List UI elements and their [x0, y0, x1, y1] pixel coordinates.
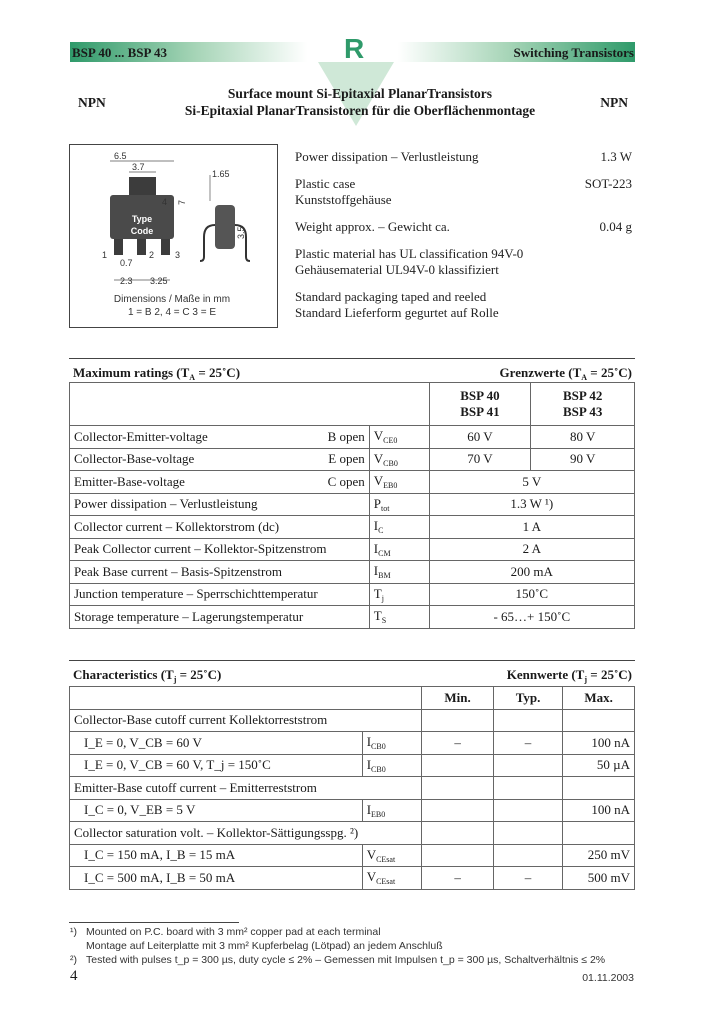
pin-1-shape — [114, 239, 123, 255]
char-max: 100 nA — [563, 732, 635, 755]
char-typ — [493, 754, 562, 777]
param-wrap — [74, 609, 365, 625]
symbol-subscript: CE0 — [383, 436, 398, 446]
dim-6-5: 6.5 — [114, 151, 127, 161]
ratings-param — [70, 516, 370, 539]
empty-cell — [493, 709, 562, 732]
section-divider-ratings — [69, 358, 635, 359]
header-category: Switching Transistors — [513, 45, 634, 60]
char-typ: – — [493, 867, 562, 890]
symbol-cell — [362, 844, 422, 867]
char-row — [70, 867, 635, 890]
header-part-range: BSP 40 ... BSP 43 — [72, 45, 167, 60]
empty-cell — [422, 777, 493, 800]
spec-case-label-de: Kunststoffgehäuse — [295, 192, 392, 207]
param-wrap — [74, 519, 365, 535]
symbol-cell — [369, 493, 429, 516]
spec-packaging-label: Standard packaging taped and reeled — [295, 289, 487, 304]
param-wrap — [74, 474, 365, 490]
drawing-caption-dimensions: Dimensions / Maße in mm — [113, 294, 231, 305]
symbol-subscript: CM — [378, 548, 391, 558]
empty-cell — [362, 822, 422, 845]
char-min: – — [422, 732, 493, 755]
ratings-row — [70, 538, 635, 561]
symbol: T — [373, 608, 382, 624]
symbol-cell — [369, 516, 429, 539]
ratings-row — [70, 561, 635, 584]
param-name: Peak Base current – Basis-Spitzenstrom — [74, 563, 282, 579]
char-max: 50 µA — [563, 754, 635, 777]
char-min — [422, 844, 493, 867]
ratings-value: 1.3 W ¹) — [429, 493, 634, 516]
ratings-param — [70, 493, 370, 516]
char-min — [422, 754, 493, 777]
param-condition: E open — [328, 451, 365, 467]
document-date: 01.11.2003 — [582, 972, 634, 984]
ratings-row — [70, 516, 635, 539]
drawing-caption-pinout: 1 = B 2, 4 = C 3 = E — [127, 307, 217, 318]
char-row — [70, 732, 635, 755]
symbol-subscript: j — [381, 593, 384, 603]
dim-3-7: 3.7 — [132, 162, 145, 172]
polarity-left: NPN — [78, 95, 106, 110]
symbol-cell — [369, 538, 429, 561]
symbol-cell — [369, 606, 429, 629]
footnote-1-mark: ¹) — [70, 926, 77, 938]
col-bsp41: BSP 41 — [460, 404, 500, 419]
dim-7: 7 — [177, 199, 187, 205]
param-name: Collector current – Kollektorstrom (dc) — [74, 518, 280, 534]
param-name: Collector-Emitter-voltage — [74, 428, 208, 444]
ratings-param — [70, 426, 370, 449]
max-ratings-table — [69, 382, 635, 629]
pin-4-label: 4 — [162, 197, 168, 207]
ratings-param — [70, 448, 370, 471]
ratings-row — [70, 606, 635, 629]
package-side-view — [215, 205, 235, 249]
char-row — [70, 754, 635, 777]
symbol-cell — [362, 732, 422, 755]
char-condition: I_C = 500 mA, I_B = 50 mA — [70, 867, 363, 890]
symbol: V — [373, 428, 384, 444]
dim-3-25: 3.25 — [150, 276, 168, 286]
col-bsp42: BSP 42 — [562, 388, 603, 403]
empty-cell — [362, 709, 422, 732]
char-row — [70, 799, 635, 822]
symbol: I — [373, 540, 379, 556]
symbol: P — [373, 495, 381, 511]
param-wrap — [74, 586, 365, 602]
char-typ: – — [493, 732, 562, 755]
symbol: T — [373, 585, 382, 601]
symbol-subscript: CEsat — [376, 877, 396, 887]
char-group-row — [70, 709, 635, 732]
ratings-row — [70, 448, 635, 471]
title-german: Si-Epitaxial PlanarTransistoren für die Oberflächenmontage — [184, 103, 536, 118]
param-condition: C open — [327, 473, 365, 489]
param-name: Collector-Base-voltage — [74, 451, 195, 467]
ratings-value: - 65…+ 150˚C — [429, 606, 634, 629]
ratings-param — [70, 583, 370, 606]
symbol-subscript: CB0 — [371, 742, 386, 752]
pin-2-shape — [137, 239, 146, 255]
symbol-cell — [362, 799, 422, 822]
col-min: Min. — [422, 687, 493, 710]
footnote-2-text: Tested with pulses t_p = 300 µs, duty cycle ≤ 2% – Gemessen mit Impulsen t_p = 300 µs, Schaltverhältnis ≤ 2% — [86, 954, 606, 966]
empty-cell — [493, 777, 562, 800]
spec-packaging-label-de: Standard Lieferform gegurtet auf Rolle — [295, 305, 499, 320]
empty-cell — [422, 709, 493, 732]
ratings-row — [70, 426, 635, 449]
symbol-subscript: EB0 — [383, 481, 398, 491]
ratings-value: 1 A — [429, 516, 634, 539]
brand-logo-icon: R — [344, 33, 365, 64]
dim-1-65: 1.65 — [212, 169, 230, 179]
char-title-de: Kennwerte ($T_j$ = 25˚C) — [506, 667, 632, 684]
symbol: V — [366, 846, 377, 862]
pin-1-label: 1 — [102, 250, 108, 260]
body-label-type: Type — [131, 214, 153, 224]
ratings-value: 5 V — [429, 471, 634, 494]
param-wrap — [74, 429, 365, 445]
footnote-2-mark: ²) — [70, 954, 77, 966]
dim-3-5: 3.5 — [236, 226, 246, 239]
symbol-cell — [362, 867, 422, 890]
ratings-value-b: 80 V — [531, 426, 635, 449]
ratings-row — [70, 493, 635, 516]
param-name: Junction temperature – Sperrschichttemperatur — [74, 586, 318, 602]
spec-case-label: Plastic case — [295, 176, 356, 191]
empty-cell — [563, 822, 635, 845]
page-number: 4 — [70, 968, 78, 984]
char-row — [70, 844, 635, 867]
char-max: 100 nA — [563, 799, 635, 822]
col-bsp43: BSP 43 — [562, 404, 603, 419]
characteristics-table — [69, 686, 635, 890]
ratings-value-a: 60 V — [429, 426, 531, 449]
pin-3-label: 3 — [175, 250, 181, 260]
param-name: Peak Collector current – Kollektor-Spitzenstrom — [74, 541, 327, 557]
empty-cell — [563, 777, 635, 800]
param-wrap — [74, 541, 365, 557]
param-name: Storage temperature – Lagerungstemperatur — [74, 608, 304, 624]
symbol-subscript: tot — [381, 503, 390, 513]
symbol-cell — [369, 448, 429, 471]
ratings-value: 200 mA — [429, 561, 634, 584]
symbol: V — [373, 450, 384, 466]
char-min: – — [422, 867, 493, 890]
symbol-cell — [369, 471, 429, 494]
symbol-subscript: CEsat — [376, 854, 396, 864]
ratings-row — [70, 583, 635, 606]
polarity-right: NPN — [600, 95, 628, 110]
char-header-row — [70, 687, 635, 710]
symbol-cell — [362, 754, 422, 777]
ratings-header-row — [70, 383, 635, 426]
ratings-title-de: Grenzwerte ($T_A$ = 25˚C) — [499, 365, 632, 382]
spec-ul-label-de: Gehäusematerial UL94V-0 klassifiziert — [295, 262, 499, 277]
spec-case-value: SOT-223 — [584, 176, 632, 191]
param-condition: B open — [327, 428, 365, 444]
symbol: I — [366, 756, 372, 772]
ratings-param — [70, 538, 370, 561]
ratings-value-a: 70 V — [429, 448, 531, 471]
footnote-1-en: Mounted on P.C. board with 3 mm² copper pad at each terminal — [86, 926, 381, 938]
empty-cell — [422, 822, 493, 845]
ratings-value: 150˚C — [429, 583, 634, 606]
ratings-value: 2 A — [429, 538, 634, 561]
symbol: V — [373, 473, 384, 489]
symbol: I — [373, 563, 379, 579]
param-wrap — [74, 564, 365, 580]
char-group-title: Collector saturation volt. – Kollektor-Sättigungsspg. ²) — [70, 822, 363, 845]
footnote-1-de: Montage auf Leiterplatte mit 3 mm² Kupferbelag (Lötpad) an jedem Anschluß — [86, 940, 443, 952]
char-max: 500 mV — [563, 867, 635, 890]
symbol-subscript: EB0 — [371, 809, 386, 819]
char-typ — [493, 844, 562, 867]
char-max: 250 mV — [563, 844, 635, 867]
char-group-row — [70, 777, 635, 800]
char-group-title: Emitter-Base cutoff current – Emitterreststrom — [70, 777, 363, 800]
char-min — [422, 799, 493, 822]
symbol-cell — [369, 426, 429, 449]
col-typ: Typ. — [493, 687, 562, 710]
char-condition: I_E = 0, V_CB = 60 V — [70, 732, 363, 755]
ratings-param — [70, 471, 370, 494]
param-wrap — [74, 496, 365, 512]
param-name: Power dissipation – Verlustleistung — [74, 496, 258, 512]
char-condition: I_E = 0, V_CB = 60 V, T_j = 150˚C — [70, 754, 363, 777]
symbol-cell — [369, 583, 429, 606]
symbol: V — [366, 869, 377, 885]
symbol: I — [373, 518, 379, 534]
ratings-param — [70, 561, 370, 584]
ratings-title-en: Maximum ratings ($T_A$ = 25˚C) — [73, 365, 241, 382]
param-name: Emitter-Base-voltage — [74, 473, 185, 489]
dim-0-7: 0.7 — [120, 258, 133, 268]
char-group-row — [70, 822, 635, 845]
body-label-code: Code — [130, 226, 154, 236]
symbol-subscript: C — [378, 526, 384, 536]
ratings-row — [70, 471, 635, 494]
dim-2-3: 2.3 — [120, 276, 133, 286]
spec-power-label: Power dissipation – Verlustleistung — [295, 149, 479, 164]
symbol-cell — [369, 561, 429, 584]
col-bsp40: BSP 40 — [460, 388, 500, 403]
empty-cell — [362, 777, 422, 800]
symbol-subscript: BM — [378, 571, 391, 581]
spec-power-value: 1.3 W — [600, 149, 632, 164]
symbol: I — [366, 734, 372, 750]
empty-cell — [563, 709, 635, 732]
ratings-param — [70, 606, 370, 629]
symbol-subscript: CB0 — [383, 458, 398, 468]
title-english: Surface mount Si-Epitaxial PlanarTransistors — [227, 86, 493, 101]
spec-weight-value: 0.04 g — [599, 219, 632, 234]
package-tab — [129, 177, 156, 195]
footnote-rule — [69, 922, 239, 923]
char-title-en: Characteristics ($T_j$ = 25˚C) — [73, 667, 222, 684]
ratings-value-b: 90 V — [531, 448, 635, 471]
symbol-subscript: CB0 — [371, 764, 386, 774]
pin-2-label: 2 — [149, 250, 155, 260]
char-condition: I_C = 0, V_EB = 5 V — [70, 799, 363, 822]
col-max: Max. — [563, 687, 635, 710]
empty-cell — [493, 822, 562, 845]
pin-3-shape — [161, 239, 170, 255]
package-outline-icon — [70, 145, 275, 295]
symbol: I — [366, 801, 372, 817]
spec-weight-label: Weight approx. – Gewicht ca. — [295, 219, 450, 234]
char-condition: I_C = 150 mA, I_B = 15 mA — [70, 844, 363, 867]
char-typ — [493, 799, 562, 822]
param-wrap — [74, 451, 365, 467]
char-group-title: Collector-Base cutoff current Kollektorreststrom — [70, 709, 363, 732]
spec-ul-label: Plastic material has UL classification 94V-0 — [295, 246, 524, 261]
symbol-subscript: S — [381, 616, 387, 626]
section-divider-characteristics — [69, 660, 635, 661]
side-lead-left — [200, 225, 215, 261]
